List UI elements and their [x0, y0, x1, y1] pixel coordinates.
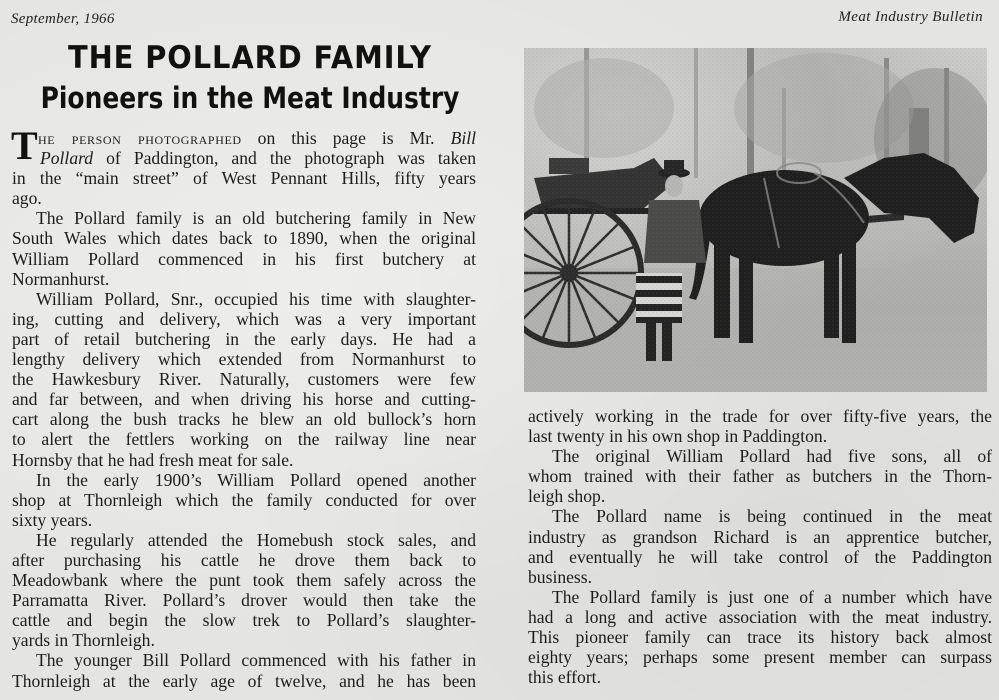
text-line: The Pollard family is just one of a number which have: [552, 586, 992, 607]
text-line: last twenty in his own shop in Paddington.: [528, 426, 828, 447]
paragraph-intro: [11, 123, 476, 209]
text-line: after purchasing his cattle he drove them back to: [12, 549, 476, 570]
drop-cap: T: [11, 123, 38, 168]
paragraph: [12, 470, 476, 530]
text-line: and eventually he will take control of the Paddington: [528, 546, 992, 567]
text-line: William Pollard, Snr., occupied his time with slaughter-: [36, 288, 476, 309]
text-line: to alert the fettlers working on the railway line near: [12, 429, 476, 450]
text-line: yards in Thornleigh.: [12, 630, 155, 651]
text-line: In the early 1900’s William Pollard opened another: [36, 469, 476, 490]
right-column: [528, 406, 992, 687]
text-line: cattle and begin the slow trek to Pollard’s slaughter-: [12, 610, 476, 631]
article-subtitle: Pioneers in the Meat Industry: [40, 81, 460, 115]
paragraph: [528, 587, 992, 687]
text-line: and far between, and when driving his horse and cutting-: [12, 389, 476, 410]
paragraph: [528, 446, 992, 506]
text-line: T he person photographed on this page is Mr. Bill: [11, 123, 476, 168]
text-line: He regularly attended the Homebush stock sales, and: [36, 529, 476, 550]
text-line: Meadowbank where the punt took them safely across the: [12, 570, 476, 591]
publication-name: Meat Industry Bulletin: [838, 9, 983, 25]
text-line: industry as grandson Richard is an apprentice butcher,: [528, 526, 992, 547]
text-line: sixty years.: [12, 509, 93, 530]
text-line: Hornsby that he had fresh meat for sale.: [12, 449, 294, 470]
issue-date: September, 1966: [11, 11, 115, 27]
text-line: in the “main street” of West Pennant Hills, fifty years: [12, 168, 476, 189]
text-line: the Hawkesbury River. Naturally, customers were few: [12, 369, 476, 390]
text-line: whom trained with their father as butchers in the Thorn-: [528, 466, 992, 487]
paragraph: [12, 650, 476, 690]
paragraph: [12, 530, 476, 651]
text-line: ago.: [12, 188, 42, 209]
text-line: The younger Bill Pollard commenced with his father in: [36, 650, 476, 671]
text-line: part of retail butchering in the early days. He had a: [12, 328, 476, 349]
text-line: The original William Pollard had five sons, all of: [552, 446, 992, 467]
article-title: THE POLLARD FAMILY: [67, 40, 433, 76]
text-line: this effort.: [528, 667, 601, 688]
paragraph: [12, 208, 476, 288]
text-line: Normanhurst.: [12, 268, 110, 289]
historic-photograph: [524, 48, 987, 392]
text-line: business.: [528, 566, 593, 587]
text-line: actively working in the trade for over fifty-five years, the: [528, 406, 992, 426]
text-line: had a long and active association with the meat industry.: [528, 606, 992, 627]
text-line: William Pollard commenced in his first butchery at: [12, 248, 476, 269]
text-line: Parramatta River. Pollard’s drover would then take the: [12, 590, 476, 611]
text-line: eighty years; perhaps some present member can surpass: [528, 647, 992, 668]
text-line: This pioneer family can trace its history back almost: [528, 627, 992, 648]
paragraph: [528, 506, 992, 586]
text-line: The Pollard name is being continued in the meat: [552, 506, 992, 527]
text-line: Pollard of Paddington, and the photograph was taken: [40, 148, 476, 169]
paragraph: [528, 406, 992, 446]
text-line: Thornleigh at the early age of twelve, and he has been: [12, 670, 476, 691]
horse-and-cart-image: [524, 48, 987, 392]
text-line: ing, cutting and delivery, which was a very important: [12, 308, 476, 329]
paragraph: [12, 289, 476, 470]
text-line: cart along the bush tracks he blew an old bullock’s horn: [12, 409, 476, 430]
text-line: South Wales which dates back to 1890, when the original: [12, 228, 476, 249]
text-line: The Pollard family is an old butchering family in New: [36, 208, 476, 229]
text-line: lengthy delivery which extended from Normanhurst to: [12, 349, 476, 370]
left-column: [11, 123, 476, 691]
text-line: shop at Thornleigh which the family conducted for over: [12, 489, 476, 510]
text-line: leigh shop.: [528, 486, 606, 507]
